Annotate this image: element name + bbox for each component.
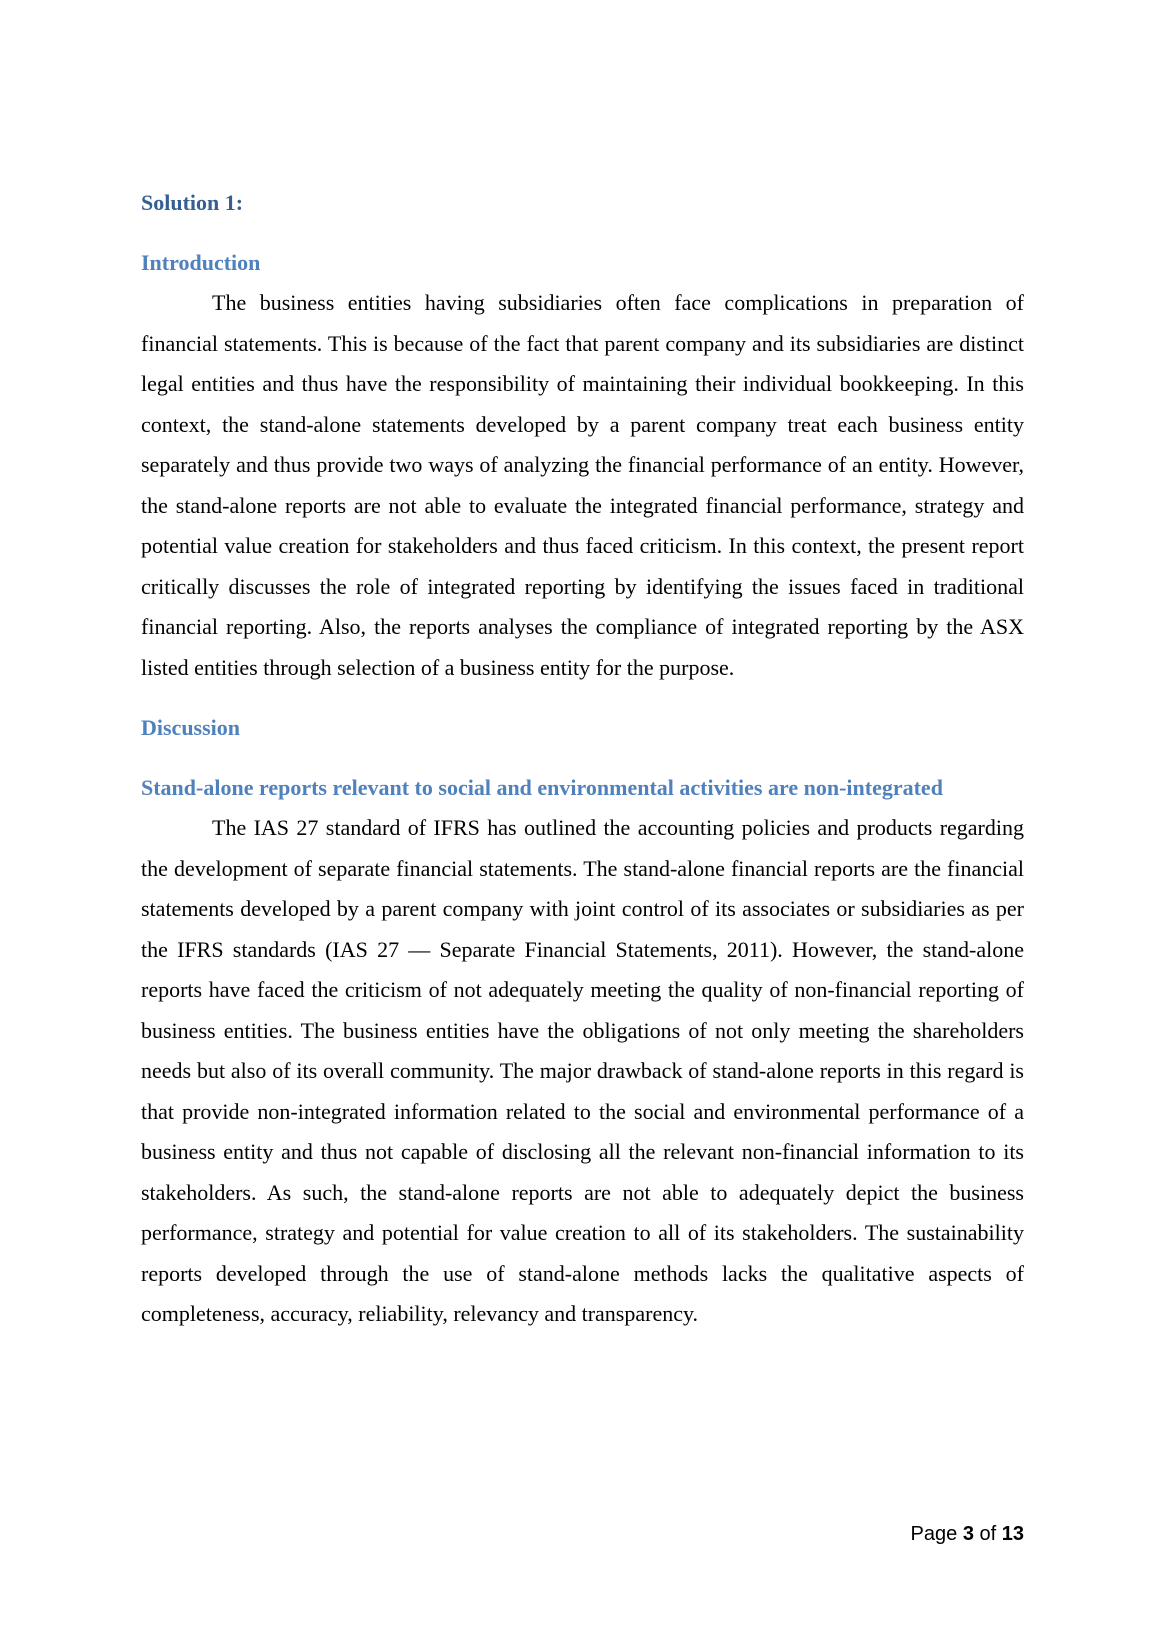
introduction-heading: Introduction bbox=[141, 250, 261, 275]
spacer bbox=[141, 223, 1024, 243]
page-content bbox=[141, 183, 1024, 1335]
solution-title: Solution 1: bbox=[141, 190, 244, 215]
discussion-heading: Discussion bbox=[141, 715, 241, 740]
discussion-paragraph: The IAS 27 standard of IFRS has outlined the accounting policies and products regarding the development of separate financial statements. The stand-alone financial reports are the financial statements developed by a parent company with joint control of its associates or subsidiaries as per the IFRS standards (IAS 27 — Separate Financial Statements, 2011). However, the stand-alone reports have faced the criticism of not adequately meeting the quality of non-financial reporting of business entities. The business entities have the obligations of not only meeting the shareholders needs but also of its overall community. The major drawback of stand-alone reports in this regard is that provide non-integrated information related to the social and environmental performance of a business entity and thus not capable of disclosing all the relevant non-financial information to its stakeholders. As such, the stand-alone reports are not able to adequately depict the business performance, strategy and potential for value creation to all of its stakeholders. The sustainability reports developed through the use of stand-alone methods lacks the qualitative aspects of completeness, accuracy, reliability, relevancy and transparency. bbox=[141, 815, 1024, 1326]
introduction-paragraph: The business entities having subsidiaries often face complications in preparation of financial statements. This is because of the fact that parent company and its subsidiaries are distinct legal entities and thus have the responsibility of maintaining their individual bookkeeping. In this context, the stand-alone statements developed by a parent company treat each business entity separately and thus provide two ways of analyzing the financial performance of an entity. However, the stand-alone reports are not able to evaluate the integrated financial performance, strategy and potential value creation for stakeholders and thus faced criticism. In this context, the present report critically discusses the role of integrated reporting by identifying the issues faced in traditional financial reporting. Also, the reports analyses the compliance of integrated reporting by the ASX listed entities through selection of a business entity for the purpose. bbox=[141, 290, 1024, 680]
page-number-footer bbox=[911, 1520, 1024, 1548]
spacer bbox=[141, 688, 1024, 708]
discussion-subheading: Stand-alone reports relevant to social and environmental activities are non-integrated bbox=[141, 775, 943, 800]
current-page-number: 3 bbox=[962, 1523, 974, 1545]
spacer bbox=[141, 748, 1024, 768]
page-label: Page bbox=[910, 1523, 958, 1545]
of-label: of bbox=[979, 1523, 997, 1545]
total-pages-number: 13 bbox=[1001, 1523, 1024, 1545]
